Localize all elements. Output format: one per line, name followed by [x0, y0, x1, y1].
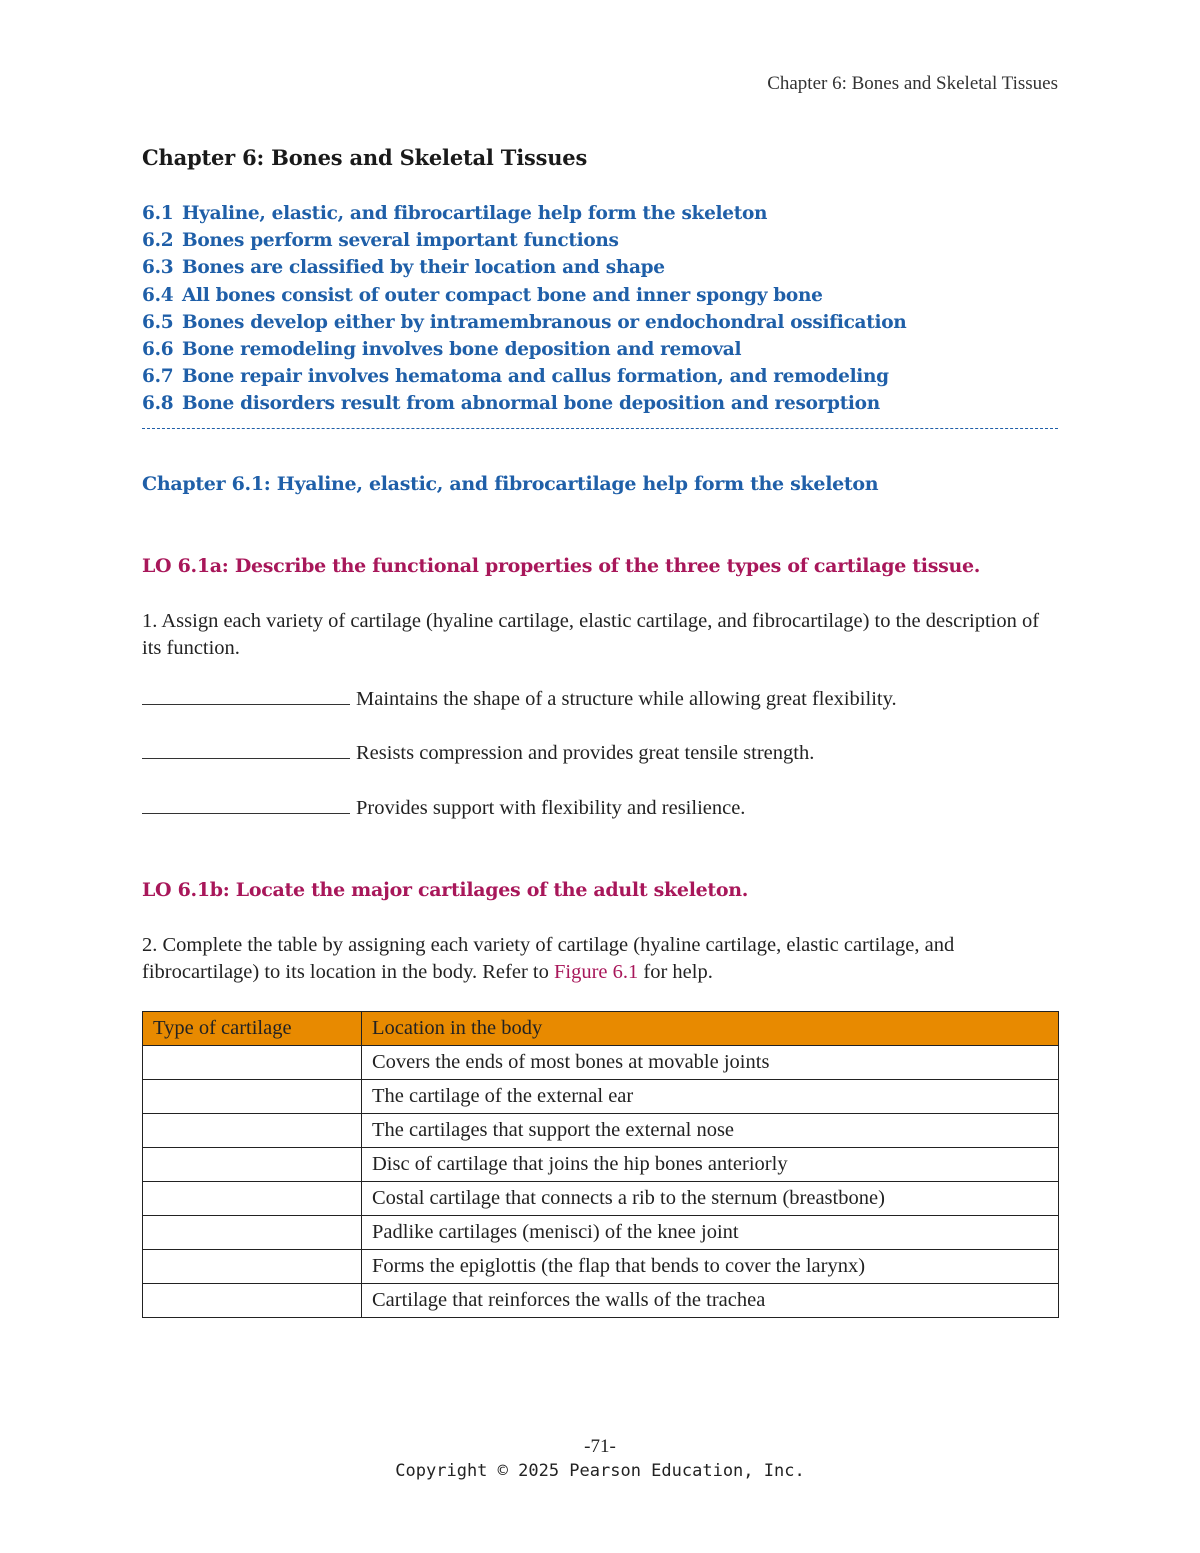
header-type-of-cartilage: Type of cartilage	[143, 1012, 362, 1046]
toc-item[interactable]	[142, 284, 1058, 311]
toc-text: Bones develop either by intramembranous or endochondral ossification	[182, 311, 907, 333]
toc-text: Bone disorders result from abnormal bone deposition and resorption	[182, 393, 880, 415]
answer-line-3	[142, 797, 745, 820]
type-cell[interactable]	[143, 1182, 362, 1216]
table-header-row	[143, 1012, 1059, 1046]
toc-number: 6.8	[142, 393, 174, 415]
learning-objective-a-heading: LO 6.1a: Describe the functional properties of the three types of cartilage tissue.	[142, 555, 981, 577]
location-cell: Forms the epiglottis (the flap that bends to cover the larynx)	[362, 1250, 1059, 1284]
answer-line-2	[142, 742, 814, 765]
toc-item[interactable]	[142, 229, 1058, 256]
location-cell: The cartilage of the external ear	[362, 1080, 1059, 1114]
toc-item[interactable]	[142, 338, 1058, 365]
toc-item[interactable]	[142, 202, 1058, 229]
type-cell[interactable]	[143, 1148, 362, 1182]
learning-objective-b-heading: LO 6.1b: Locate the major cartilages of the adult skeleton.	[142, 879, 749, 901]
toc-item[interactable]	[142, 311, 1058, 338]
table-row	[143, 1080, 1059, 1114]
type-cell[interactable]	[143, 1114, 362, 1148]
toc-text: Bone remodeling involves bone deposition and removal	[182, 338, 742, 360]
answer-description: Resists compression and provides great tensile strength.	[356, 742, 815, 764]
table-row	[143, 1250, 1059, 1284]
type-cell[interactable]	[143, 1080, 362, 1114]
location-cell: The cartilages that support the external nose	[362, 1114, 1059, 1148]
question-1: 1. Assign each variety of cartilage (hyaline cartilage, elastic cartilage, and fibrocartilage) to the description of its function.	[142, 610, 1040, 659]
question-2-text: 2. Complete the table by assigning each variety of cartilage (hyaline cartilage, elastic cartilage, and fibrocartilage) to its location in the body. Refer to	[142, 934, 955, 983]
location-cell: Cartilage that reinforces the walls of the trachea	[362, 1284, 1059, 1318]
table-row	[143, 1182, 1059, 1216]
type-cell[interactable]	[143, 1250, 362, 1284]
page-number: -71-	[584, 1436, 616, 1457]
table-row	[143, 1284, 1059, 1318]
answer-description: Provides support with flexibility and resilience.	[356, 797, 746, 819]
toc-item[interactable]	[142, 365, 1058, 392]
toc-number: 6.7	[142, 366, 174, 388]
table-row	[143, 1216, 1059, 1250]
answer-blank[interactable]	[142, 797, 350, 814]
table-row	[143, 1114, 1059, 1148]
answer-blank[interactable]	[142, 688, 350, 705]
location-cell: Padlike cartilages (menisci) of the knee joint	[362, 1216, 1059, 1250]
answer-blank[interactable]	[142, 742, 350, 759]
type-cell[interactable]	[143, 1284, 362, 1318]
toc-number: 6.6	[142, 338, 174, 360]
location-cell: Costal cartilage that connects a rib to the sternum (breastbone)	[362, 1182, 1059, 1216]
table-row	[143, 1046, 1059, 1080]
question-2	[142, 932, 1058, 986]
header-location: Location in the body	[362, 1012, 1059, 1046]
toc-text: Bones perform several important functions	[182, 230, 619, 252]
toc-number: 6.2	[142, 230, 174, 252]
answer-description: Maintains the shape of a structure while allowing great flexibility.	[356, 688, 897, 710]
toc-item[interactable]	[142, 392, 1058, 419]
type-cell[interactable]	[143, 1046, 362, 1080]
toc-number: 6.3	[142, 257, 174, 279]
copyright-notice: Copyright © 2025 Pearson Education, Inc.	[395, 1461, 805, 1481]
running-header: Chapter 6: Bones and Skeletal Tissues	[767, 73, 1058, 94]
toc-text: Bone repair involves hematoma and callus formation, and remodeling	[182, 366, 889, 388]
location-cell: Covers the ends of most bones at movable joints	[362, 1046, 1059, 1080]
toc-text: All bones consist of outer compact bone and inner spongy bone	[182, 284, 823, 306]
toc-text: Bones are classified by their location and shape	[182, 257, 665, 279]
figure-link[interactable]: Figure 6.1	[553, 961, 639, 983]
toc-number: 6.4	[142, 284, 174, 306]
cartilage-table	[142, 1011, 1059, 1318]
question-2-tail: for help.	[638, 961, 713, 983]
table-of-contents	[142, 202, 1058, 420]
toc-number: 6.5	[142, 311, 174, 333]
table-row	[143, 1148, 1059, 1182]
toc-item[interactable]	[142, 256, 1058, 283]
location-cell: Disc of cartilage that joins the hip bones anteriorly	[362, 1148, 1059, 1182]
toc-number: 6.1	[142, 203, 174, 224]
section-heading: Chapter 6.1: Hyaline, elastic, and fibrocartilage help form the skeleton	[142, 473, 879, 495]
toc-text: Hyaline, elastic, and fibrocartilage help form the skeleton	[182, 203, 768, 224]
section-divider	[142, 428, 1058, 429]
type-cell[interactable]	[143, 1216, 362, 1250]
answer-line-1	[142, 688, 897, 711]
chapter-title: Chapter 6: Bones and Skeletal Tissues	[142, 145, 588, 170]
